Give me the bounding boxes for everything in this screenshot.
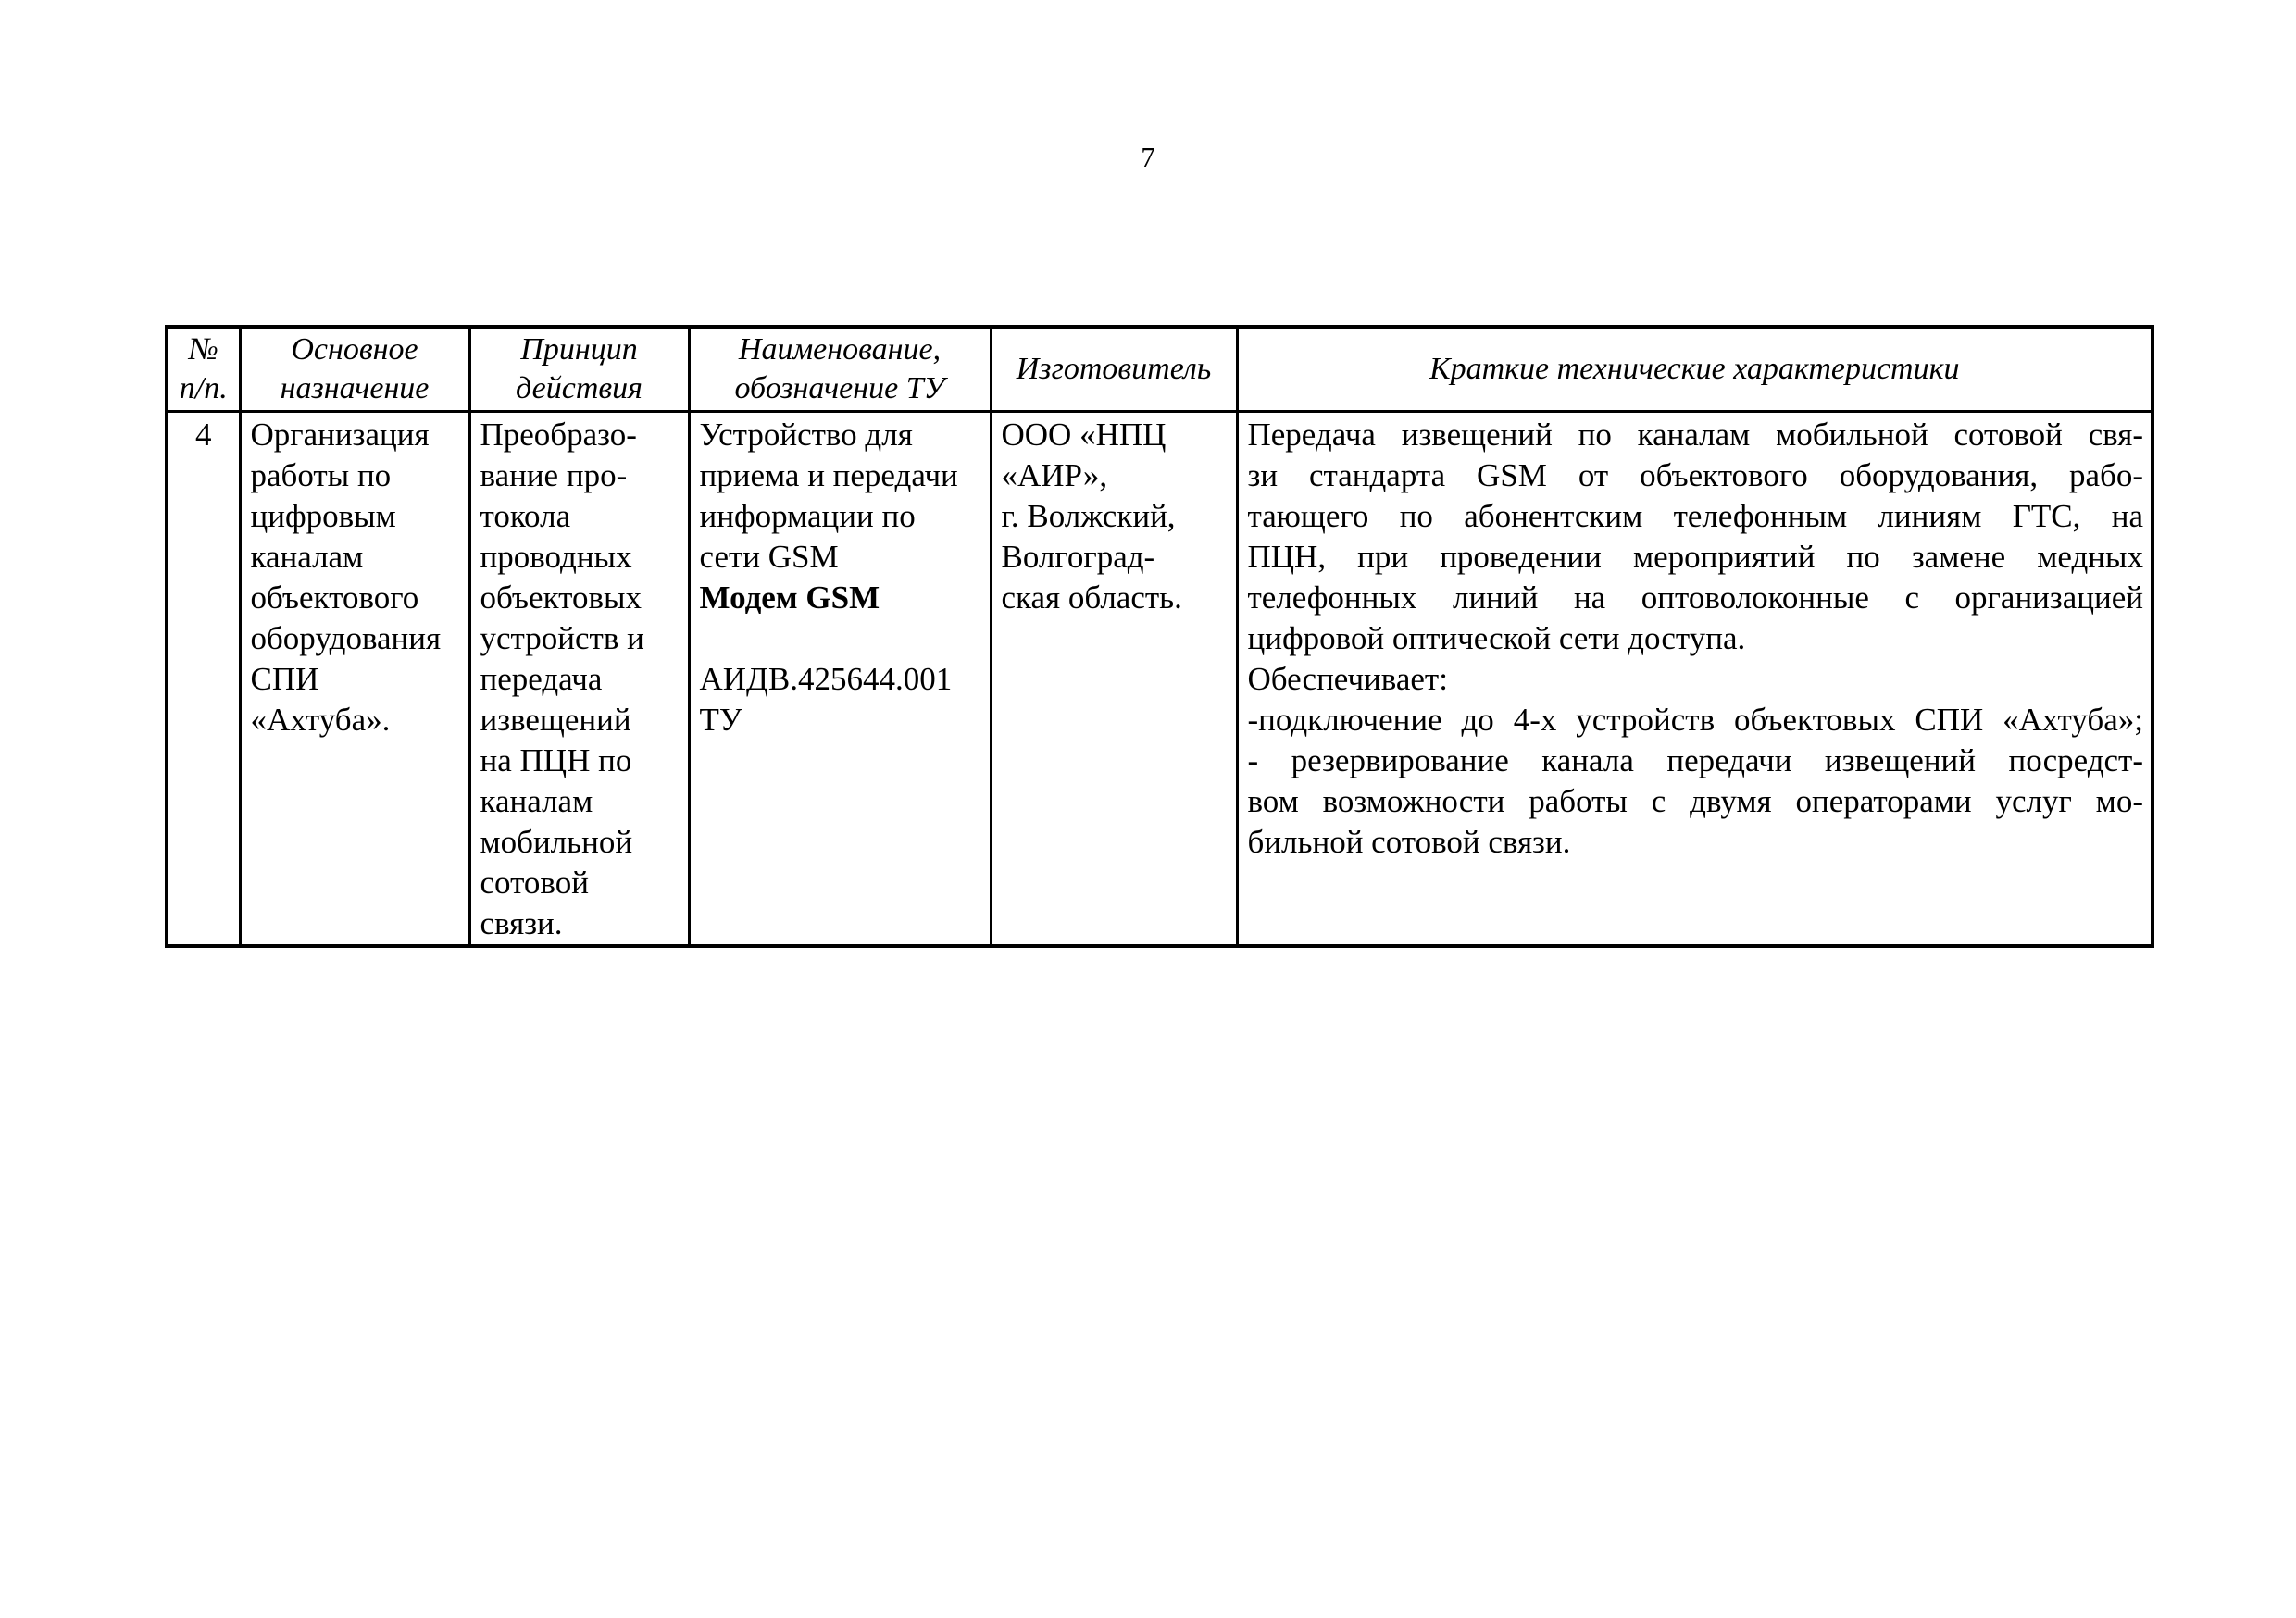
cell-number	[167, 412, 240, 947]
purpose-line: «Ахтуба».	[250, 702, 391, 738]
table-row	[167, 412, 2152, 947]
header-purpose	[240, 327, 469, 412]
specs-line: цифровой оптической сети доступа.	[1247, 620, 1746, 656]
specs-line: ПЦН, при проведении мероприятий по замене медных	[1247, 539, 2143, 575]
specs-item: -подключение до 4-х устройств объектовых СПИ «Ахтуба»;	[1247, 702, 2143, 738]
principle-line: передача	[480, 661, 603, 697]
principle-line: проводных	[480, 539, 632, 575]
name-line: сети GSM	[699, 539, 839, 575]
principle-line: токола	[480, 498, 571, 534]
header-text: назначение	[280, 371, 430, 405]
name-line: приема и передачи	[699, 457, 958, 493]
manufacturer-line: «АИР»,	[1001, 457, 1108, 493]
purpose-line: оборудования	[250, 620, 442, 656]
header-text: п/п.	[179, 371, 228, 405]
header-text: Наименование,	[738, 332, 942, 367]
header-text: Основное	[291, 332, 418, 367]
cell-manufacturer	[991, 412, 1237, 947]
equipment-table	[165, 325, 2154, 948]
manufacturer-line: ООО «НПЦ	[1001, 417, 1167, 453]
specs-item: вом возможности работы с двумя операторами услуг мо-	[1247, 783, 2143, 819]
principle-line: связи.	[480, 905, 563, 941]
purpose-line: работы по	[250, 457, 392, 493]
row-number: 4	[195, 417, 212, 453]
principle-line: каналам	[480, 783, 593, 819]
specs-provides: Обеспечивает:	[1247, 661, 1448, 697]
header-text: Принцип	[520, 332, 638, 367]
purpose-line: Организация	[250, 417, 430, 453]
table-header-row	[167, 327, 2152, 412]
purpose-line: каналам	[250, 539, 364, 575]
header-number	[167, 327, 240, 412]
header-text: действия	[516, 371, 643, 405]
header-text: обозначение ТУ	[734, 371, 945, 405]
header-name	[689, 327, 991, 412]
tu-designation: АИДВ.425644.001	[699, 661, 953, 697]
page-number: 7	[1141, 141, 1155, 173]
principle-line: устройств и	[480, 620, 644, 656]
specs-line: телефонных линий на оптоволоконные с организацией	[1247, 579, 2143, 616]
purpose-line: СПИ	[250, 661, 319, 697]
name-line: информации по	[699, 498, 916, 534]
header-text: №	[188, 332, 218, 367]
header-manufacturer	[991, 327, 1237, 412]
specs-item: - резервирование канала передачи извещений посредст-	[1247, 742, 2143, 778]
principle-line: на ПЦН по	[480, 742, 632, 778]
cell-purpose	[240, 412, 469, 947]
specs-line: тающего по абонентским телефонным линиям ГТС, на	[1247, 498, 2143, 534]
cell-principle	[469, 412, 689, 947]
device-name: Модем GSM	[699, 579, 880, 616]
purpose-line: объектового	[250, 579, 419, 616]
principle-line: мобильной	[480, 824, 633, 860]
specs-item: бильной сотовой связи.	[1247, 824, 1571, 860]
header-principle	[469, 327, 689, 412]
principle-line: Преобразо-	[480, 417, 637, 453]
manufacturer-line: Волгоград-	[1001, 539, 1155, 575]
cell-name	[689, 412, 991, 947]
purpose-line: цифровым	[250, 498, 396, 534]
header-text: Краткие технические характеристики	[1429, 352, 1960, 386]
spacer	[700, 618, 982, 659]
cell-specs	[1237, 412, 2152, 947]
header-text: Изготовитель	[1016, 352, 1212, 386]
name-line: Устройство для	[699, 417, 913, 453]
manufacturer-line: ская область.	[1001, 579, 1182, 616]
principle-line: сотовой	[480, 865, 589, 901]
header-specs	[1237, 327, 2152, 412]
specs-line: зи стандарта GSM от объектового оборудования, рабо-	[1247, 457, 2143, 493]
principle-line: объектовых	[480, 579, 642, 616]
manufacturer-line: г. Волжский,	[1001, 498, 1176, 534]
specs-line: Передача извещений по каналам мобильной сотовой свя-	[1247, 417, 2143, 453]
principle-line: вание про-	[480, 457, 628, 493]
principle-line: извещений	[480, 702, 631, 738]
tu-designation: ТУ	[699, 702, 742, 738]
